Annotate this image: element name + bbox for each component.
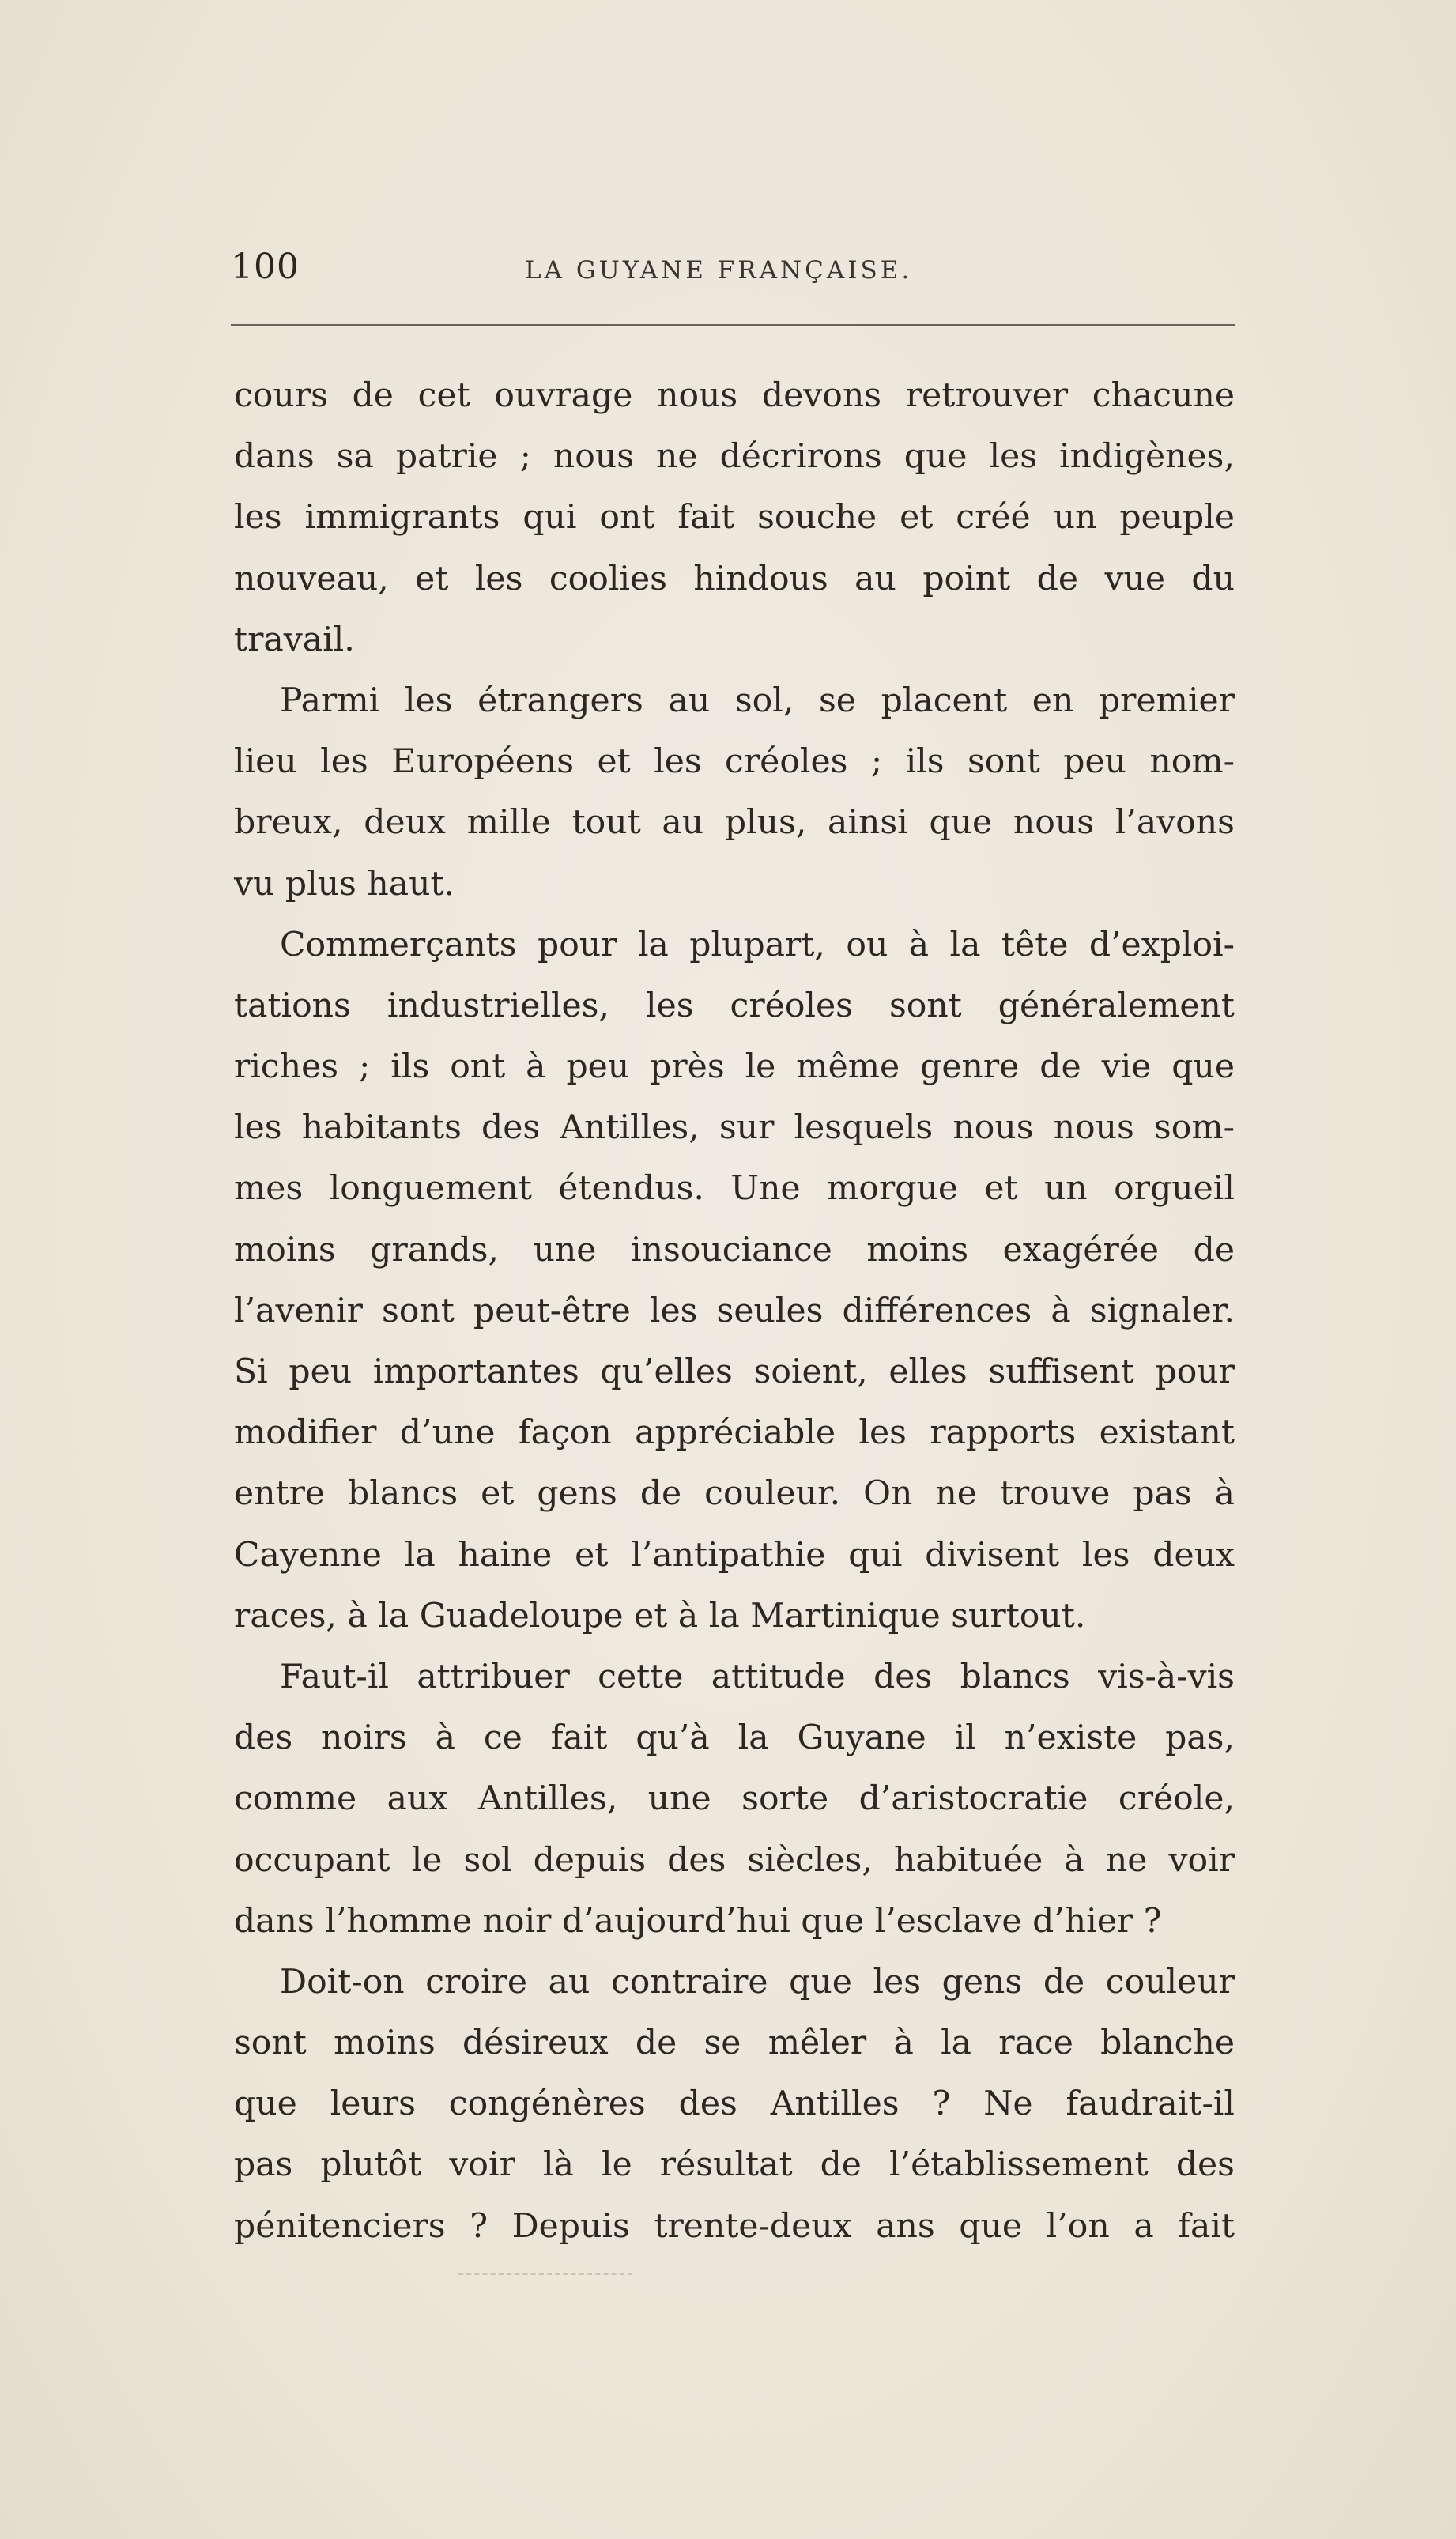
text-line: races, à la Guadeloupe et à la Martinique surtout. bbox=[234, 1596, 1086, 1635]
text-line: les immigrants qui ont fait souche et créé un peuple bbox=[234, 498, 1235, 538]
text-line: modifier d’une façon appréciable les rapports existant bbox=[234, 1413, 1235, 1453]
text-line: l’avenir sont peut-être les seules différences à signaler. bbox=[234, 1291, 1235, 1330]
text-line: Parmi les étrangers au sol, se placent en premier bbox=[280, 681, 1235, 720]
text-line: occupant le sol depuis des siècles, habituée à ne voir bbox=[234, 1840, 1235, 1880]
text-line: tations industrielles, les créoles sont généralement bbox=[234, 986, 1235, 1025]
text-line: des noirs à ce fait qu’à la Guyane il n’existe pas, bbox=[234, 1718, 1235, 1758]
page-number: 100 bbox=[231, 247, 300, 287]
text-line: breux, deux mille tout au plus, ainsi que nous l’avons bbox=[234, 803, 1235, 843]
text-line: lieu les Européens et les créoles ; ils sont peu nom- bbox=[234, 742, 1235, 782]
text-line: Cayenne la haine et l’antipathie qui divisent les deux bbox=[234, 1535, 1235, 1575]
page-header bbox=[231, 247, 1235, 294]
text-line: sont moins désireux de se mêler à la race blanche bbox=[234, 2024, 1235, 2063]
text-line: entre blancs et gens de couleur. On ne trouve pas à bbox=[234, 1474, 1235, 1514]
text-line: dans l’homme noir d’aujourd’hui que l’esclave d’hier ? bbox=[234, 1901, 1162, 1941]
smudge-mark bbox=[458, 2273, 632, 2275]
text-line: les habitants des Antilles, sur lesquels nous nous som- bbox=[234, 1108, 1235, 1148]
text-line: pas plutôt voir là le résultat de l’établissement des bbox=[234, 2145, 1235, 2185]
text-line: cours de cet ouvrage nous devons retrouver chacune bbox=[234, 376, 1235, 415]
text-line: pénitenciers ? Depuis trente-deux ans que l’on a fait bbox=[234, 2206, 1235, 2246]
text-line: travail. bbox=[234, 620, 355, 659]
running-title: LA GUYANE FRANÇAISE. bbox=[525, 256, 913, 285]
text-line: comme aux Antilles, une sorte d’aristocratie créole, bbox=[234, 1779, 1235, 1819]
text-line: dans sa patrie ; nous ne décrirons que les indigènes, bbox=[234, 437, 1235, 477]
text-line: Commerçants pour la plupart, ou à la tête d’exploi- bbox=[280, 925, 1235, 964]
text-line: moins grands, une insouciance moins exagérée de bbox=[234, 1230, 1235, 1270]
text-line: Faut-il attribuer cette attitude des blancs vis-à-vis bbox=[280, 1657, 1235, 1696]
body-text bbox=[234, 365, 1235, 2257]
text-line: riches ; ils ont à peu près le même genre de vie que bbox=[234, 1047, 1235, 1087]
header-rule bbox=[231, 324, 1235, 326]
text-line: nouveau, et les coolies hindous au point de vue du bbox=[234, 559, 1235, 598]
text-line: mes longuement étendus. Une morgue et un orgueil bbox=[234, 1169, 1235, 1209]
text-line: Doit-on croire au contraire que les gens de couleur bbox=[280, 1962, 1235, 2001]
text-line: que leurs congénères des Antilles ? Ne faudrait-il bbox=[234, 2084, 1235, 2124]
text-line: vu plus haut. bbox=[234, 864, 455, 904]
text-line: Si peu importantes qu’elles soient, elles suffisent pour bbox=[234, 1352, 1235, 1391]
